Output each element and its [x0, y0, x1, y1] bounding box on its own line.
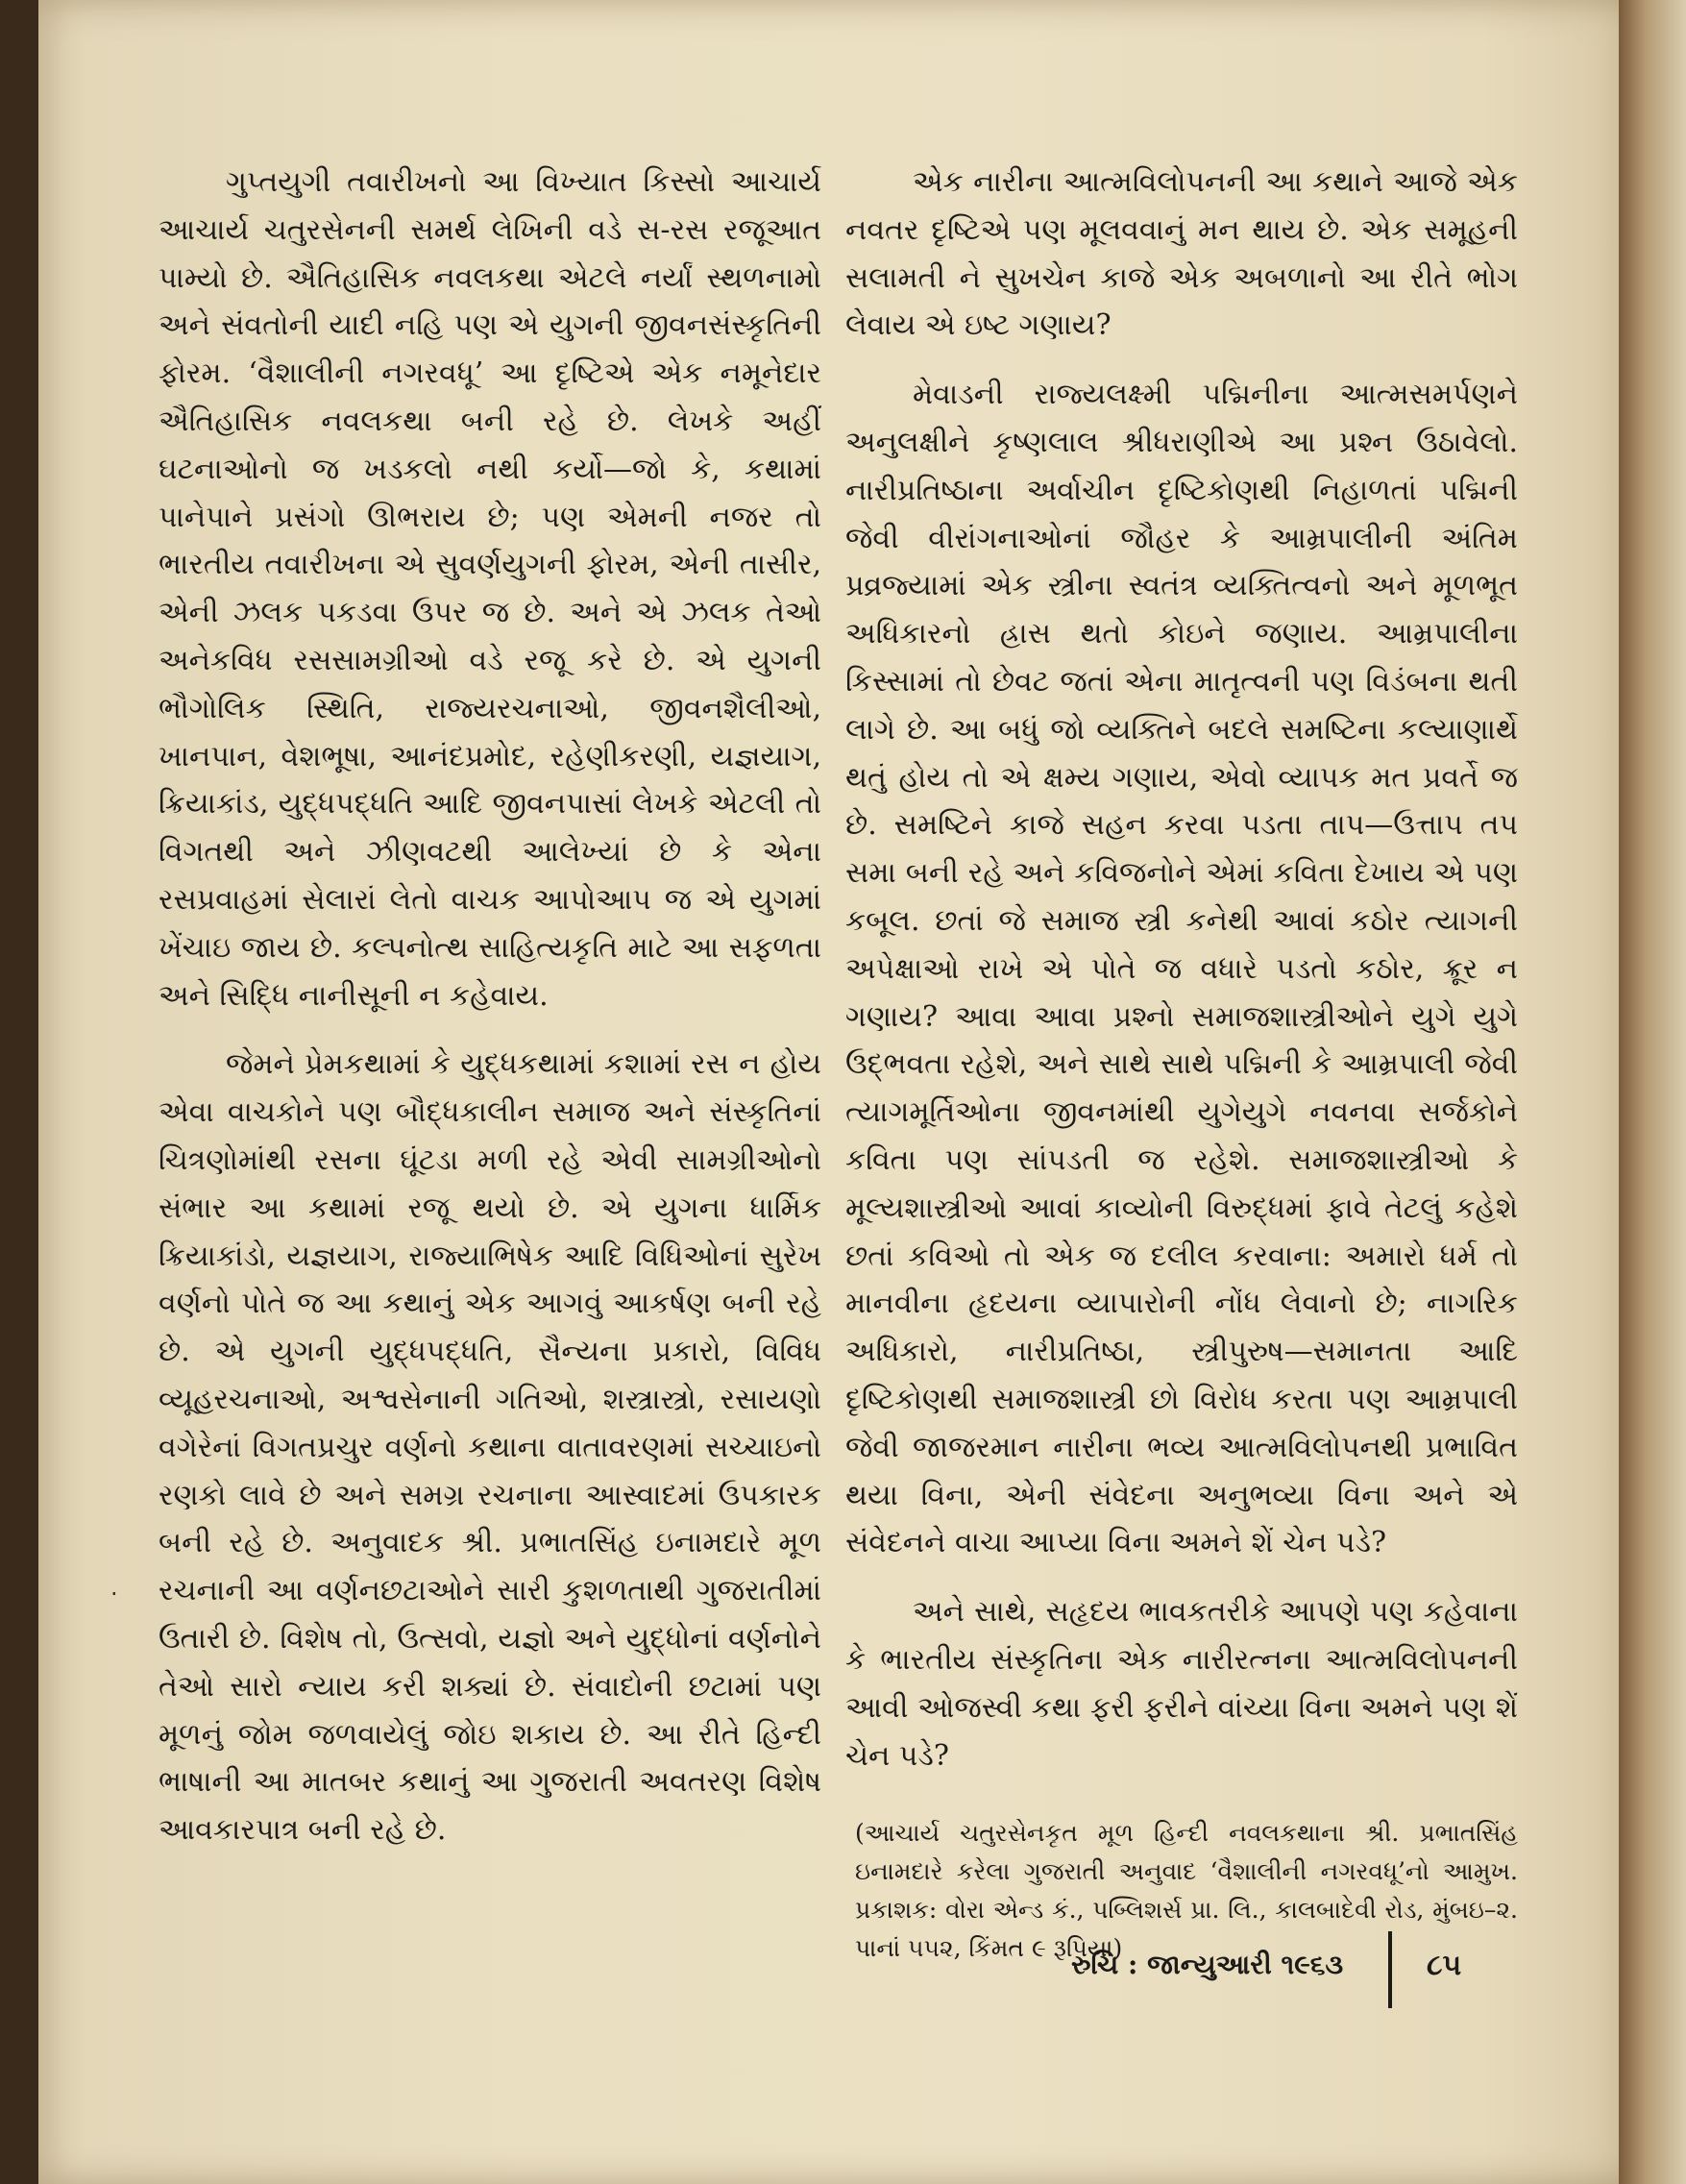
left-column	[159, 159, 821, 1854]
right-paragraph-2: મેવાડની રાજ્યલક્ષ્મી પદ્મિનીના આત્મસમર્પણને અનુલક્ષીને કૃષ્ણલાલ શ્રીધરાણીએ આ પ્રશ્ન ઉઠાવેલો. નારીપ્રતિષ્ઠાના અર્વાચીન દૃષ્ટિકોણથી નિહાળતાં પદ્મિની જેવી વીરાંગનાઓનાં જૌહર કે આમ્રપાલીની અંતિમ પ્રવ્રજ્યામાં એક સ્ત્રીના સ્વતંત્ર વ્યક્તિત્વનો અને મૂળભૂત અધિકારનો હ્રાસ થતો કોઇને જણાય. આમ્રપાલીના કિસ્સામાં તો છેવટ જતાં એના માતૃત્વની પણ વિડંબના થતી લાગે છે. આ બધું જો વ્યક્તિને બદલે સમષ્ટિના કલ્યાણાર્થે થતું હોય તો એ ક્ષમ્ય ગણાય, એવો વ્યાપક મત પ્રવર્તે જ છે. સમષ્ટિને કાજે સહન કરવા પડતા તાપ—ઉત્તાપ તપ સમા બની રહે અને કવિજનોને એમાં કવિતા દેખાય એ પણ કબૂલ. છતાં જે સમાજ સ્ત્રી કનેથી આવાં કઠોર ત્યાગની અપેક્ષાઓ રાખે એ પોતે જ વધારે પડતો કઠોર, ક્રૂર ન ગણાય? આવા આવા પ્રશ્નો સમાજશાસ્ત્રીઓને યુગે યુગે ઉદ્ભવતા રહેશે, અને સાથે સાથે પદ્મિની કે આમ્રપાલી જેવી ત્યાગમૂર્તિઓના જીવનમાંથી યુગેયુગે નવનવા સર્જકોને કવિતા પણ સાંપડતી જ રહેશે. સમાજશાસ્ત્રીઓ કે મૂલ્યશાસ્ત્રીઓ આવાં કાવ્યોની વિરુદ્ધમાં ફાવે તેટલું કહેશે છતાં કવિઓ તો એક જ દલીલ કરવાના: અમારો ધર્મ તો માનવીના હૃદયના વ્યાપારોની નોંધ લેવાનો છે; નાગરિક અધિકારો, નારીપ્રતિષ્ઠા, સ્ત્રીપુરુષ—સમાનતા આદિ દૃષ્ટિકોણથી સમાજશાસ્ત્રી છો વિરોધ કરતા પણ આમ્રપાલી જેવી જાજરમાન નારીના ભવ્ય આત્મવિલોપનથી પ્રભાવિત થયા વિના, એની સંવેદના અનુભવ્યા વિના અને એ સંવેદનને વાચા આપ્યા વિના અમને શેં ચેન પડે?	[845, 378, 1518, 1560]
magazine-page	[38, 0, 1643, 2184]
page-number: ૮૫	[1427, 1949, 1462, 1982]
left-paragraph-1: ગુપ્તયુગી તવારીખનો આ વિખ્યાત કિસ્સો આચાર્ય આચાર્ય ચતુરસેનની સમર્થ લેખિની વડે સ-રસ રજૂઆત પામ્યો છે. ઐતિહાસિક નવલકથા એટલે નર્યાં સ્થળનામો અને સંવતોની યાદી નહિ પણ એ યુગની જીવનસંસ્કૃતિની ફોરમ. ‘વૈશાલીની નગરવધૂ’ આ દૃષ્ટિએ એક નમૂનેદાર ઐતિહાસિક નવલકથા બની રહે છે. લેખકે અહીં ઘટનાઓનો જ ખડકલો નથી કર્યો—જો કે, કથામાં પાનેપાને પ્રસંગો ઊભરાય છે; પણ એમની નજર તો ભારતીય તવારીખના એ સુવર્ણયુગની ફોરમ, એની તાસીર, એની ઝલક પકડવા ઉપર જ છે. અને એ ઝલક તેઓ અનેકવિધ રસસામગ્રીઓ વડે રજૂ કરે છે. એ યુગની ભૌગોલિક સ્થિતિ, રાજ્યરચનાઓ, જીવનશૈલીઓ, ખાનપાન, વેશભૂષા, આનંદપ્રમોદ, રહેણીકરણી, યજ્ઞયાગ, ક્રિયાકાંડ, યુદ્ધપદ્ધતિ આદિ જીવનપાસાં લેખકે એટલી તો વિગતથી અને ઝીણવટથી આલેખ્યાં છે કે એના રસપ્રવાહમાં સેલારાં લેતો વાચક આપોઆપ જ એ યુગમાં ખેંચાઇ જાય છે. કલ્પનોત્થ સાહિત્યકૃતિ માટે આ સફળતા અને સિદ્ધિ નાનીસૂની ન કહેવાય.	[159, 165, 821, 1013]
right-column	[845, 159, 1518, 1968]
right-paragraph-3: અને સાથે, સહૃદય ભાવકતરીકે આપણે પણ કહેવાના કે ભારતીય સંસ્કૃતિના એક નારીરત્નના આત્મવિલોપનની આવી ઓજસ્વી કથા ફરી ફરીને વાંચ્યા વિના અમને પણ શેં ચેન પડે?	[845, 1595, 1518, 1773]
left-paragraph-2: જેમને પ્રેમકથામાં કે યુદ્ધકથામાં કશામાં રસ ન હોય એવા વાચકોને પણ બૌદ્ધકાલીન સમાજ અને સંસ્કૃતિનાં ચિત્રણોમાંથી રસના ઘૂંટડા મળી રહે એવી સામગ્રીઓનો સંભાર આ કથામાં રજૂ થયો છે. એ યુગના ધાર્મિક ક્રિયાકાંડો, યજ્ઞયાગ, રાજ્યાભિષેક આદિ વિધિઓનાં સુરેખ વર્ણનો પોતે જ આ કથાનું એક આગવું આકર્ષણ બની રહે છે. એ યુગની યુદ્ધપદ્ધતિ, સૈન્યના પ્રકારો, વિવિધ વ્યૂહરચનાઓ, અશ્વસેનાની ગતિઓ, શસ્ત્રાસ્ત્રો, રસાયણો વગેરેનાં વિગતપ્રચુર વર્ણનો કથાના વાતાવરણમાં સચ્ચાઇનો રણકો લાવે છે અને સમગ્ર રચનાના આસ્વાદમાં ઉપકારક બની રહે છે. અનુવાદક શ્રી. પ્રભાતસિંહ ઇનામદારે મૂળ રચનાની આ વર્ણનછટાઓને સારી કુશળતાથી ગુજરાતીમાં ઉતારી છે. વિશેષ તો, ઉત્સવો, યજ્ઞો અને યુદ્ધોનાં વર્ણનોને તેઓ સારો ન્યાય કરી શક્યાં છે. સંવાદોની છટામાં પણ મૂળનું જોમ જળવાયેલું જોઇ શકાય છે. આ રીતે હિન્દી ભાષાની આ માતબર કથાનું આ ગુજરાતી અવતરણ વિશેષ આવકારપાત્ર બની રહે છે.	[159, 1047, 821, 1848]
page-footer	[1071, 1931, 1503, 2008]
footer-divider	[1388, 1931, 1392, 2008]
right-paragraph-1: એક નારીના આત્મવિલોપનની આ કથાને આજે એક નવતર દૃષ્ટિએ પણ મૂલવવાનું મન થાય છે. એક સમૂહની સલામતી ને સુખચેન કાજે એક અબળાનો આ રીતે ભોગ લેવાય એ ઇષ્ટ ગણાય?	[845, 165, 1518, 343]
margin-dot: ·	[110, 1581, 118, 1607]
book-citation: (આચાર્ય ચતુરસેનકૃત મૂળ હિન્દી નવલકથાના શ્રી. પ્રભાતસિંહ ઇનામદારે કરેલા ગુજરાતી અનુવાદ ‘વૈશાલીની નગરવધૂ’નો આમુખ. પ્રકાશક: વોરા એન્ડ કં., પબ્લિશર્સ પ્રા. લિ., કાલબાદેવી રોડ, મુંબઇ–૨. પાનાં ૫૫૨, કિંમત ૯ રૂપિયા)	[855, 1819, 1518, 1963]
issue-label: રુચિ : જાન્યુઆરી ૧૯૬૩	[1071, 1949, 1344, 1980]
page-edge-shadow	[1619, 0, 1686, 2184]
